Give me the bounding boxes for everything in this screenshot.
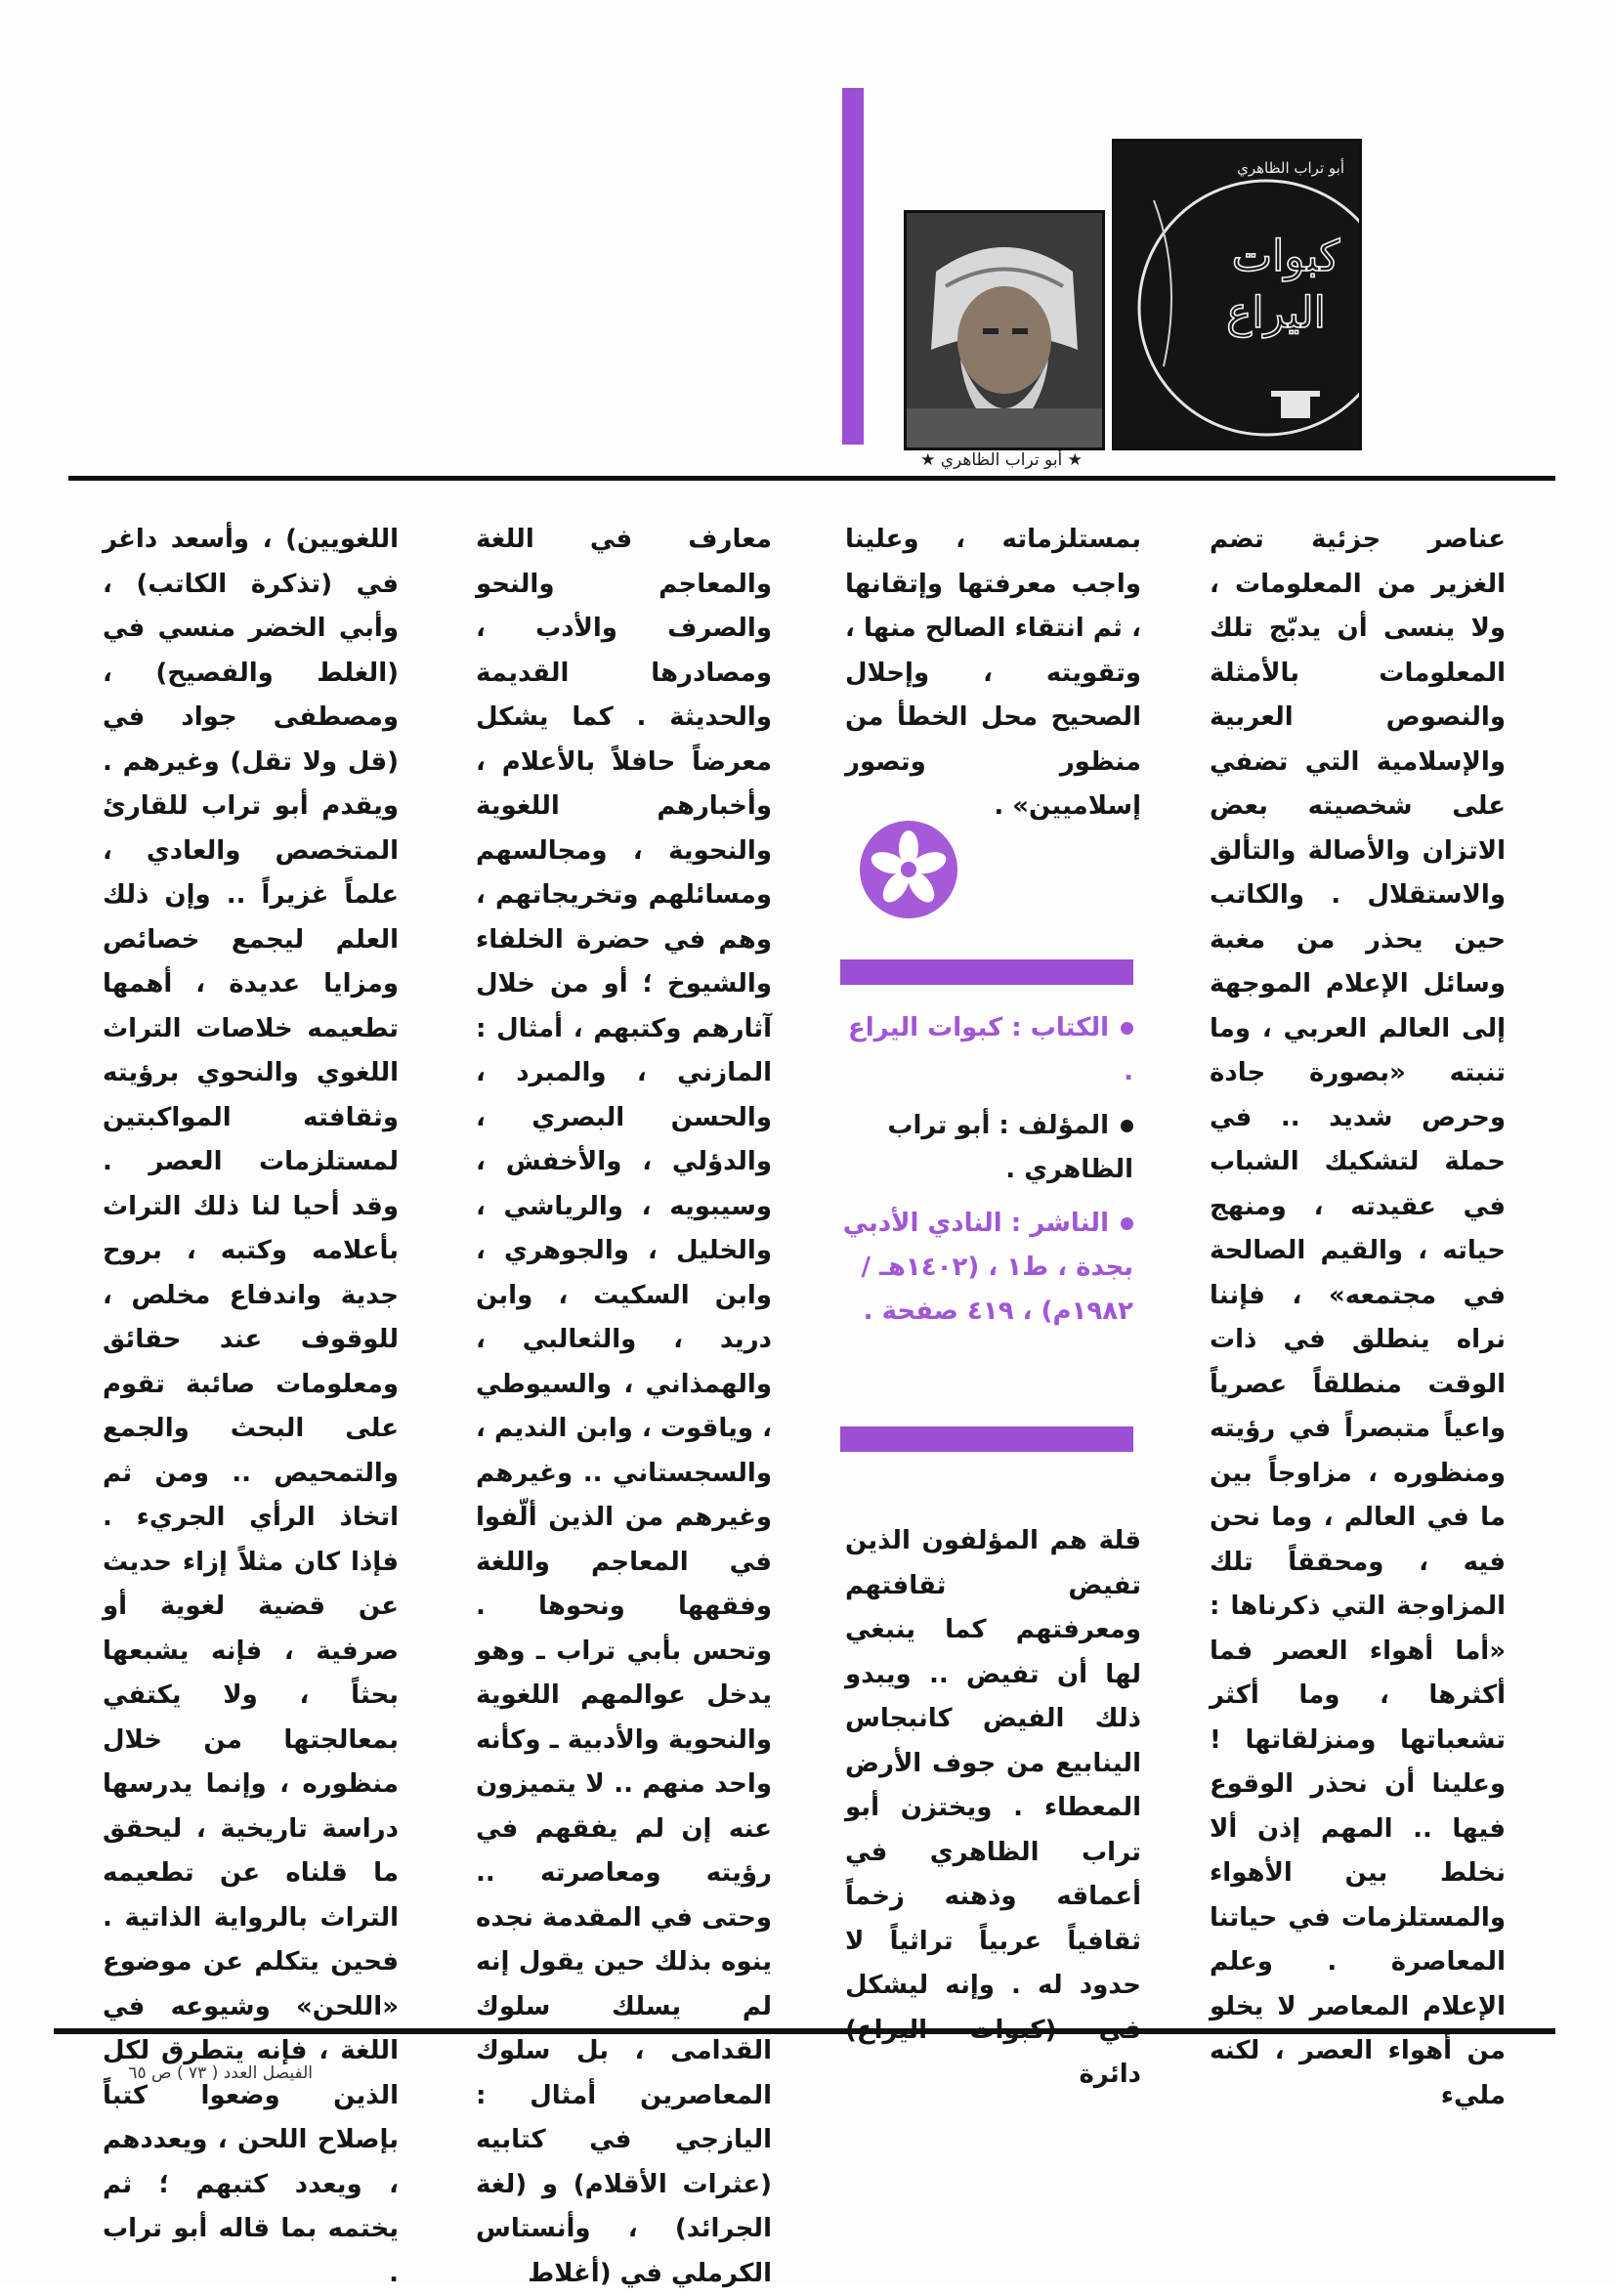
info-publisher-text: الناشر : النادي الأدبي بجدة ، ط١ ، (١٤٠٢هـ / ١٩٨٢م) ، ٤١٩ صفحة . [842,1209,1133,1326]
bullet-icon [1121,1217,1133,1230]
info-book [840,1006,1133,1094]
bullet-icon [1121,1022,1133,1035]
cover-title-line2: اليراع [1226,288,1326,338]
cover-title-line1: كبوات [1231,232,1340,281]
book-cover-art [1115,142,1359,447]
column-2-top-text: بمستلزماته ، وعلينا واجب معرفتها وإتقانها ، ثم انتقاء الصالح منها ، وتقويته ، وإحلال الصحيح محل الخطأ من منظور وتصور إسلاميين» . [845,525,1141,821]
article-column-2-bottom [845,1519,1141,2089]
info-author [840,1104,1133,1192]
bottom-rule [54,2028,1555,2034]
column-2-bottom-text: قلة هم المؤلفون الذين تفيض ثقافتهم ومعرفتهم كما ينبغي لها أن تفيض .. ويبدو ذلك الفيض كانبجاس الينابيع من جوف الأرض المعطاء . ويختزن أبو تراب الظاهري في أعماقه وذهنه زخماً ثقافياً عربياً تراثياً لا حدود له . وإنه ليشكل دائرة [845,1526,1141,2089]
flower-icon [855,816,962,923]
article-column-3 [476,518,772,2288]
page-footer: الفيصل العدد ( ٧٣ ) ص ٦٥ [128,2063,313,2083]
info-publisher [840,1202,1133,1334]
info-box-top-bar [840,959,1133,985]
author-photo [904,210,1105,450]
info-box-bottom-bar [840,1426,1133,1452]
photo-caption: ★ أبو تراب الظاهري ★ [920,450,1083,470]
cover-author: أبو تراب الظاهري [1237,159,1344,177]
top-purple-bar [842,88,864,445]
article-column-2-top [845,518,1141,821]
book-cover [1112,139,1362,450]
book-info-box [840,1006,1133,1343]
column-1-text: عناصر جزئية تضم الغزير من المعلومات ، ولا ينسى أن يدبّج تلك المعلومات بالأمثلة والنصوص العربية والإسلامية التي تضفي على شخصيته بعض الاتزان والأصالة والتألق والاستقلال . والكاتب حين يحذر من مغبة وسائل الإعلام الموجهة إلى العالم العربي ، وما تنبته «بصورة جادة وحرص شديد .. في حملة لتشكيك الشباب في عقيدته ، ومنهج حياته ، والقيم الصالحة في مجتمعه» ، فإننا نراه ينطلق في ذات الوقت منطلقاً عصرياً واعياً متبصراً في رؤيته ومنظوره ، مزاوجاً بين ما في العالم ، وما نحن فيه ، ومحققاً تلك المزاوجة التي ذكرناها : «أما أهواء العصر فما أكثرها ، وما أكثر تشعباتها ومنزلقاتها ! وعلينا أن نحذر الوقوع فيها .. المهم إذن ألا نخلط بين الأهواء والمستلزمات في حياتنا المعاصرة . وعلم الإعلام المعاصر لا يخلو من أهواء العصر ، لكنه مليء [1210,525,1506,2110]
info-author-text: المؤلف : أبو تراب الظاهري . [887,1111,1133,1184]
column-3-text: معارف في اللغة والمعاجم والنحو والصرف والأدب ، ومصادرها القديمة والحديثة . كما يشكل معرضاً حافلاً بالأعلام ، وأخبارهم اللغوية والنحوية ، ومجالسهم ومسائلهم وتخريجاتهم ، وهم في حضرة الخلفاء والشيوخ ؛ أو من خلال آثارهم وكتبهم ، أمثال : المازني ، والمبرد ، والحسن البصري ، والدؤلي ، والأخفش ، وسيبويه ، والرياشي ، والخليل ، والجوهري ، وابن السكيت ، وابن دريد ، والثعالبي ، والهمذاني ، والسيوطي ، وياقوت ، وابن النديم ، والسجستاني .. وغيرهم وغيرهم من الذين ألّفوا في المعاجم واللغة وفقهها ونحوها . وتحس بأبي تراب ـ وهو يدخل عوالمهم اللغوية والنحوية والأدبية ـ وكأنه واحد منهم .. لا يتميزون عنه إن لم يفقهم في رؤيته ومعاصرته .. وحتى في المقدمة نجده ينوه بذلك حين يقول إنه لم يسلك سلوك القدامى ، بل سلوك المعاصرين أمثال : اليازجي في كتابيه (عثرات الأقلام) و (لغة الجرائد) ، وأنستاس الكرملي في (أغلاط [476,525,772,2288]
flower-ornament [855,816,962,923]
info-book-text: الكتاب : كبوات اليراع . [847,1013,1133,1086]
bullet-icon [1121,1120,1133,1132]
author-portrait-image [907,213,1102,447]
column-4-text: اللغويين) ، وأسعد داغر في (تذكرة الكاتب) ، وأبي الخضر منسي في (الغلط والفصيح) ، ومصطفى جواد في (قل ولا تقل) وغيرهم . ويقدم أبو تراب للقارئ المتخصص والعادي ، علماً غزيراً .. وإن ذلك العلم ليجمع خصائص ومزايا عديدة ، أهمها تطعيمه خلاصات التراث اللغوي والنحوي برؤيته وثقافته المواكبتين لمستلزمات العصر . وقد أحيا لنا ذلك التراث بأعلامه وكتبه ، بروح جدية واندفاع مخلص ، للوقوف عند حقائق ومعلومات صائبة تقوم على البحث والجمع والتمحيص .. ومن ثم اتخاذ الرأي الجريء . فإذا كان مثلاً إزاء حديث عن قضية لغوية أو صرفية ، فإنه يشبعها بحثاً ، ولا يكتفي بمعالجتها من خلال منظوره ، وإنما يدرسها دراسة تاريخية ، ليحقق ما قلناه عن تطعيمه التراث بالرواية الذاتية . فحين يتكلم عن موضوع «اللحن» وشيوعه في اللغة ، فإنه يتطرق لكل الذين وضعوا كتباً بإصلاح اللحن ، ويعددهم ، ويعدد كتبهم ؛ ثم يختمه بما قاله أبو تراب . [103,525,399,2288]
article-column-1 [1210,518,1506,2110]
top-rule [68,476,1555,481]
